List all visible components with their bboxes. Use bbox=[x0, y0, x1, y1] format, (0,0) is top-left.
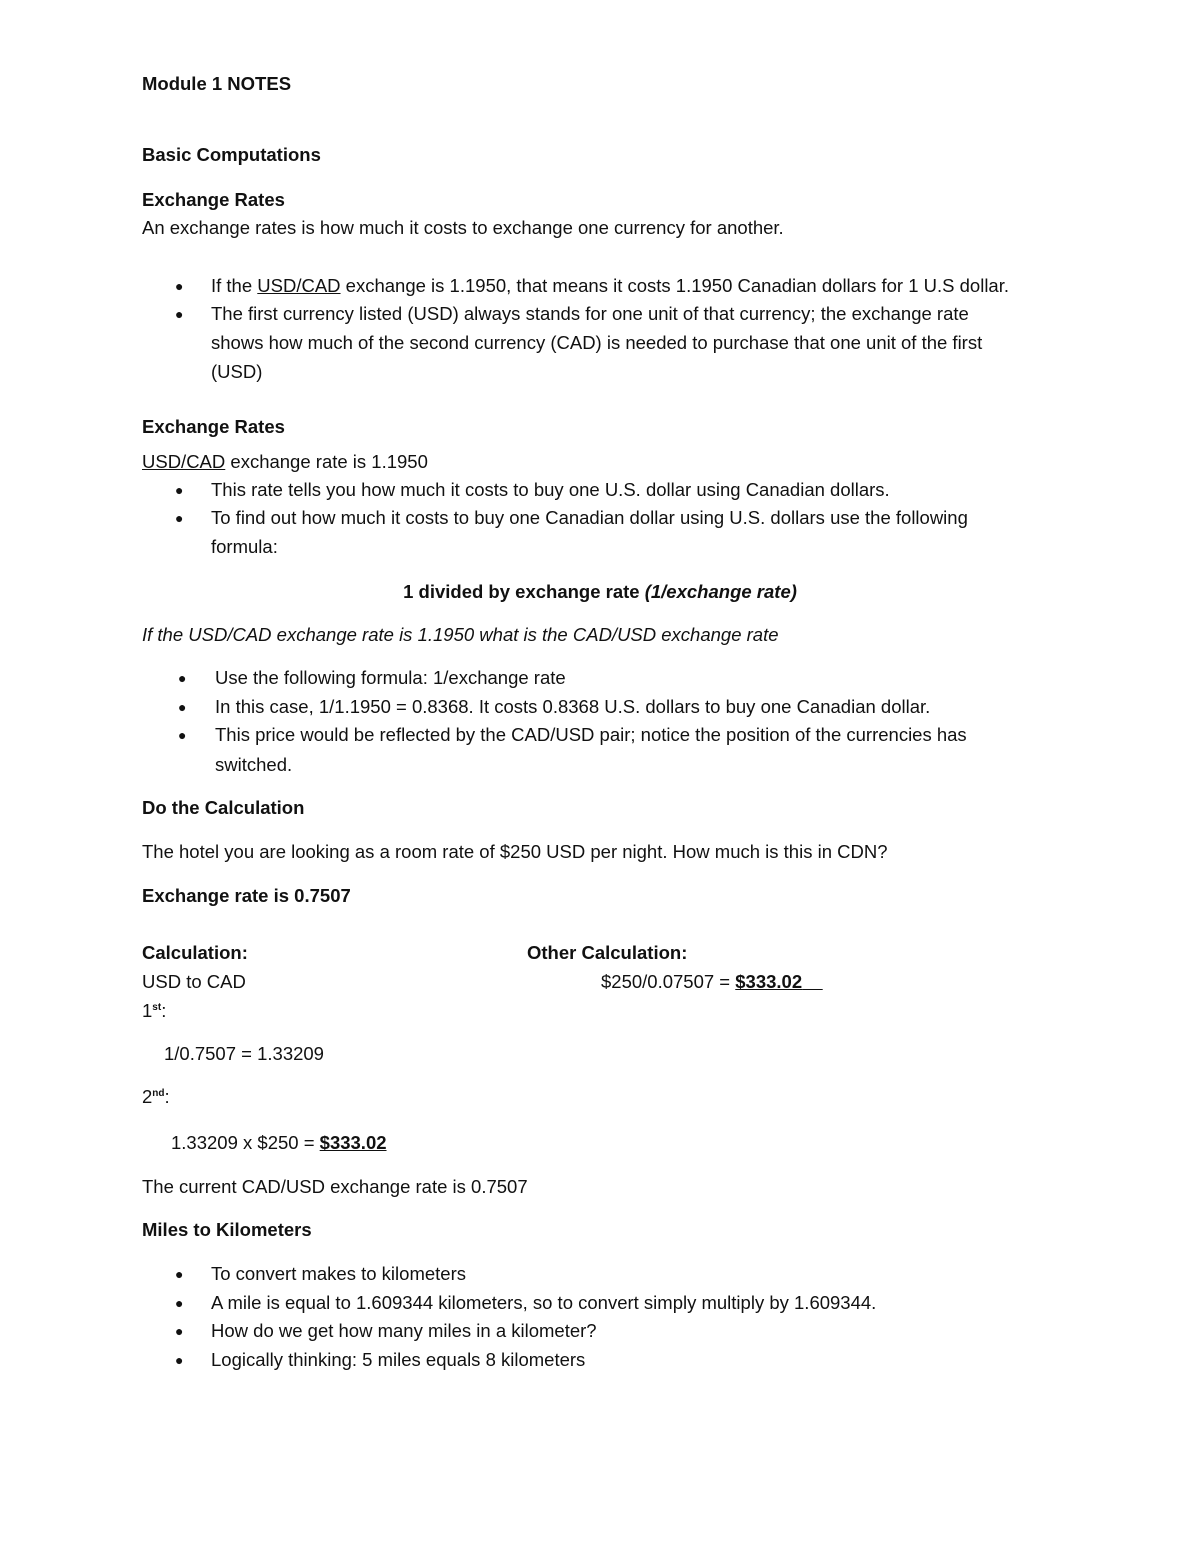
bullet-icon: ● bbox=[175, 482, 184, 498]
list-item: To find out how much it costs to buy one Canadian dollar using U.S. dollars use the following bbox=[211, 507, 968, 528]
list-item: A mile is equal to 1.609344 kilometers, so to convert simply multiply by 1.609344. bbox=[211, 1292, 877, 1313]
currency-pair-underlined: USD/CAD bbox=[257, 275, 341, 296]
section-heading-basic-computations: Basic Computations bbox=[142, 144, 321, 165]
formula-text-italic: (1/exchange rate) bbox=[644, 581, 797, 602]
bullet-icon: ● bbox=[178, 670, 187, 686]
bullet-icon: ● bbox=[175, 1323, 184, 1339]
list-item: This price would be reflected by the CAD/USD pair; notice the position of the currencies has bbox=[215, 724, 967, 745]
list-item: In this case, 1/1.1950 = 0.8368. It costs 0.8368 U.S. dollars to buy one Canadian dollar. bbox=[215, 696, 931, 717]
hotel-question: The hotel you are looking as a room rate of $250 USD per night. How much is this in CDN? bbox=[142, 841, 888, 862]
section-heading-exchange-rates: Exchange Rates bbox=[142, 189, 285, 210]
rate-line-text: exchange rate is 1.1950 bbox=[225, 451, 428, 472]
calculation-heading: Calculation: bbox=[142, 942, 248, 963]
formula-line bbox=[0, 581, 1200, 603]
other-calculation-equation bbox=[601, 971, 823, 993]
bullet-icon: ● bbox=[175, 1266, 184, 1282]
list-item: This rate tells you how much it costs to buy one U.S. dollar using Canadian dollars. bbox=[211, 479, 890, 500]
list-item-text: exchange is 1.1950, that means it costs 1.1950 Canadian dollars for 1 U.S dollar. bbox=[340, 275, 1010, 296]
equation-text: 1.33209 x $250 = bbox=[171, 1132, 320, 1153]
calculation-subtitle: USD to CAD bbox=[142, 971, 246, 992]
bullet-icon: ● bbox=[175, 1295, 184, 1311]
step-1-equation: 1/0.7507 = 1.33209 bbox=[164, 1043, 324, 1064]
step-1-label: 1st: bbox=[142, 1000, 167, 1021]
section-heading-miles-to-km: Miles to Kilometers bbox=[142, 1219, 312, 1240]
list-item bbox=[211, 275, 1009, 297]
bullet-icon: ● bbox=[178, 699, 187, 715]
list-item-text: If the bbox=[211, 275, 258, 296]
bullet-icon: ● bbox=[175, 306, 184, 322]
equation-text: $250/0.07507 = bbox=[601, 971, 736, 992]
list-item-continuation: shows how much of the second currency (CAD) is needed to purchase that one unit of the first bbox=[211, 332, 983, 353]
equation-result: $333.02 bbox=[319, 1132, 387, 1153]
exchange-rate-given: Exchange rate is 0.7507 bbox=[142, 885, 351, 906]
list-item-continuation: (USD) bbox=[211, 361, 263, 382]
bullet-icon: ● bbox=[175, 1352, 184, 1368]
section-heading-exchange-rates-2: Exchange Rates bbox=[142, 416, 285, 437]
list-item: Logically thinking: 5 miles equals 8 kilometers bbox=[211, 1349, 586, 1370]
equation-result: $333.02 bbox=[735, 971, 803, 992]
list-item-continuation: switched. bbox=[215, 754, 293, 775]
list-item: Use the following formula: 1/exchange rate bbox=[215, 667, 566, 688]
page-title: Module 1 NOTES bbox=[142, 73, 292, 94]
bullet-icon: ● bbox=[175, 278, 184, 294]
section-heading-do-calculation: Do the Calculation bbox=[142, 797, 305, 818]
formula-text: 1 divided by exchange rate bbox=[403, 581, 645, 602]
list-item: To convert makes to kilometers bbox=[211, 1263, 466, 1284]
step-2-equation bbox=[171, 1132, 387, 1154]
bullet-icon: ● bbox=[175, 510, 184, 526]
other-calculation-heading: Other Calculation: bbox=[527, 942, 688, 963]
currency-pair-underlined: USD/CAD bbox=[142, 451, 226, 472]
step-2-label: 2nd: bbox=[142, 1086, 170, 1107]
question-line: If the USD/CAD exchange rate is 1.1950 what is the CAD/USD exchange rate bbox=[142, 624, 779, 645]
bullet-icon: ● bbox=[178, 727, 187, 743]
rate-line bbox=[142, 451, 428, 473]
current-rate-line: The current CAD/USD exchange rate is 0.7507 bbox=[142, 1176, 528, 1197]
exchange-rates-intro: An exchange rates is how much it costs to exchange one currency for another. bbox=[142, 217, 784, 238]
list-item: The first currency listed (USD) always stands for one unit of that currency; the exchange rate bbox=[211, 303, 969, 324]
list-item: How do we get how many miles in a kilometer? bbox=[211, 1320, 597, 1341]
list-item-continuation: formula: bbox=[211, 536, 278, 557]
